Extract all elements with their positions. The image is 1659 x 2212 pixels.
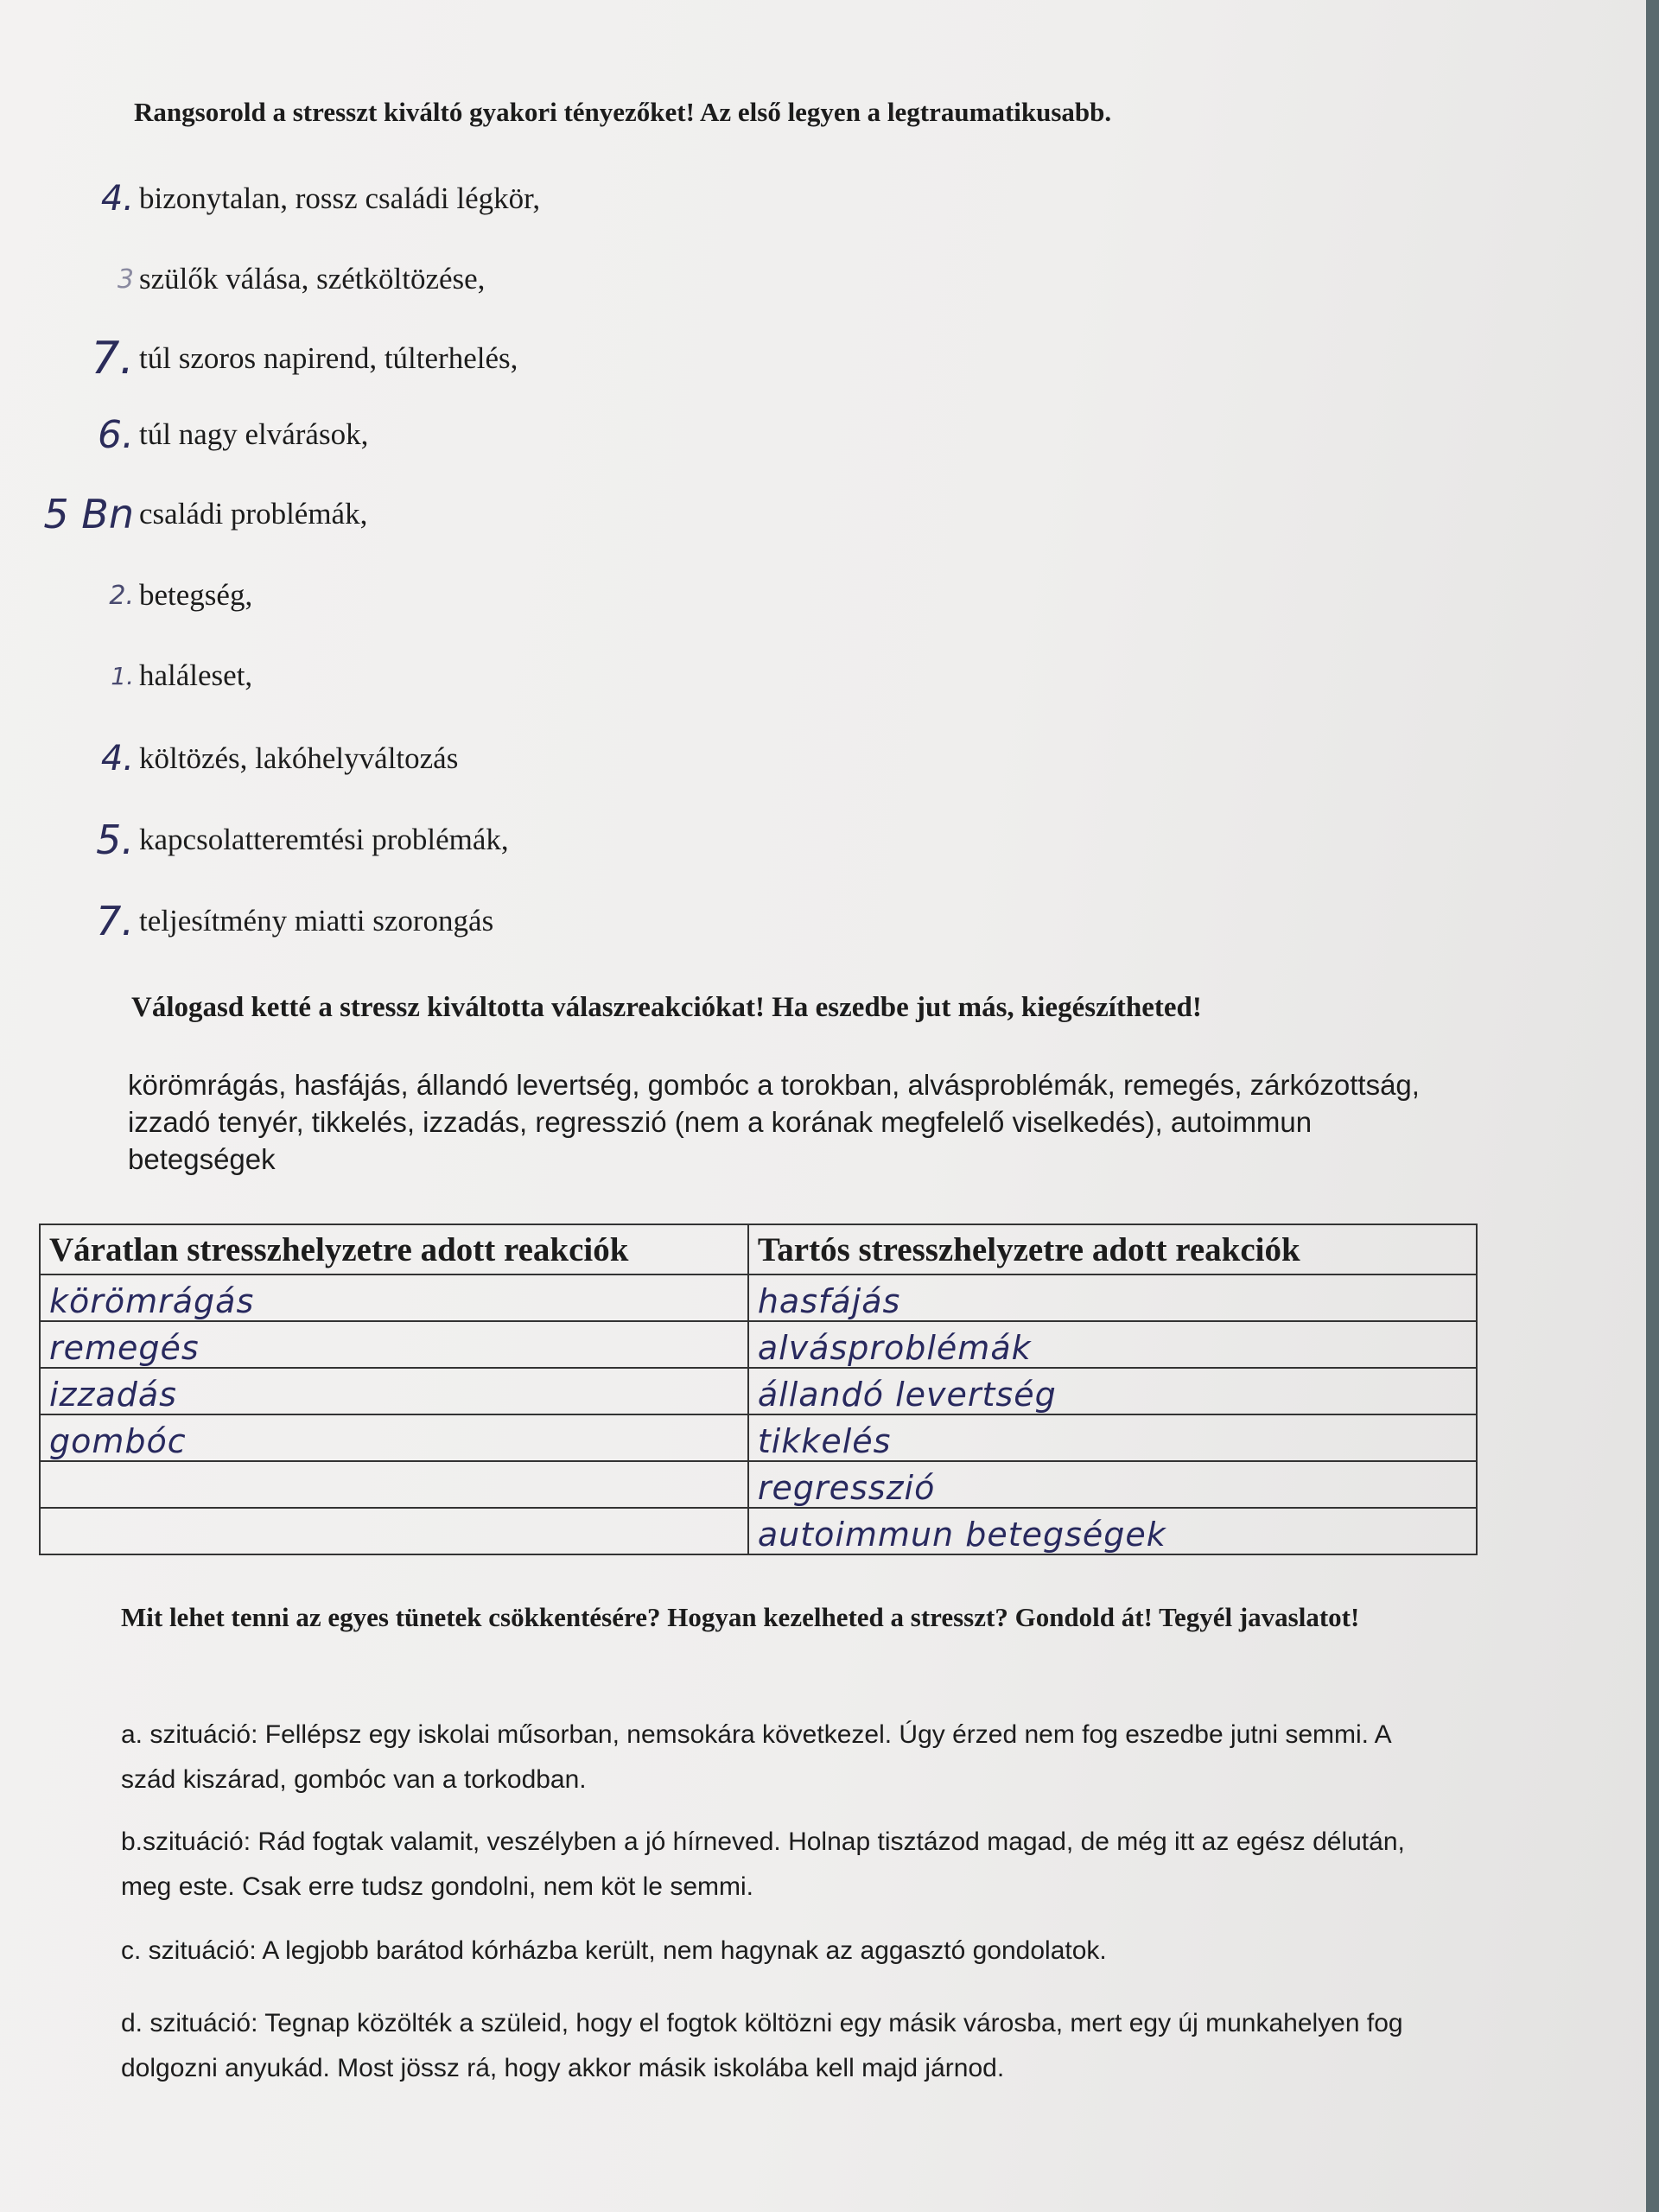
handwritten-rank: 2. — [109, 580, 134, 611]
handwritten-rank: 5. — [96, 817, 134, 863]
handwritten-rank: 1. — [111, 661, 134, 690]
table-cell: tikkelés — [748, 1414, 1477, 1461]
handwritten-rank: 7. — [91, 333, 134, 385]
list-item-text: túl szoros napirend, túlterhelés, — [139, 341, 518, 375]
list-item — [52, 895, 493, 947]
list-item — [52, 253, 485, 305]
reaction-list-paragraph: körömrágás, hasfájás, állandó levertség, gombóc a torokban, alvásproblémák, remegés, zárkózottság, izzadó tenyér, tikkelés, izzadás, regresszió (nem a korának megfelelő viselkedés), autoimmun betegségek — [128, 1069, 1420, 1175]
table-cell: alvásproblémák — [748, 1321, 1477, 1368]
table-cell — [40, 1508, 748, 1554]
list-item-text: költözés, lakóhelyváltozás — [139, 741, 459, 775]
column-header-unexpected: Váratlan stresszhelyzetre adott reakciók — [40, 1224, 748, 1274]
table-cell: izzadás — [40, 1368, 748, 1414]
table-row — [40, 1414, 1477, 1461]
heading-sorting: Válogasd ketté a stressz kiváltotta válaszreakciókat! Ha eszedbe jut más, kiegészítheted! — [131, 992, 1202, 1023]
list-item — [52, 650, 252, 702]
list-item — [0, 488, 367, 540]
handwritten-rank: 6. — [98, 412, 134, 457]
situation-c: c. szituáció: A legjobb barátod kórházba került, nem hagynak az aggasztó gondolatok. — [121, 1936, 1107, 1965]
handwritten-rank: 3 — [117, 264, 134, 295]
list-item-text: kapcsolatteremtési problémák, — [139, 823, 509, 856]
table-cell: állandó levertség — [748, 1368, 1477, 1414]
table-header-row — [40, 1224, 1477, 1274]
list-item — [52, 814, 509, 866]
list-item — [52, 409, 368, 461]
reaction-table — [39, 1224, 1478, 1555]
table-row — [40, 1461, 1477, 1508]
table-cell: regresszió — [748, 1461, 1477, 1508]
list-item — [52, 733, 458, 785]
table-cell: hasfájás — [748, 1274, 1477, 1321]
situation-a: a. szituáció: Fellépsz egy iskolai műsorban, nemsokára következel. Úgy érzed nem fog eszedbe jutni semmi. A szád kiszárad, gombóc van a torkodban. — [121, 1720, 1391, 1794]
table-cell: körömrágás — [40, 1274, 748, 1321]
question-heading: Mit lehet tenni az egyes tünetek csökkentésére? Hogyan kezelheted a stresszt? Gondold át! Tegyél javaslatot! — [121, 1602, 1360, 1632]
list-item-text: szülők válása, szétköltözése, — [139, 262, 486, 296]
heading-ranking: Rangsorold a stresszt kiváltó gyakori tényezőket! Az első legyen a legtraumatikusabb. — [134, 97, 1112, 127]
handwritten-rank: 5 Bn — [43, 491, 134, 537]
list-item-text: túl nagy elvárások, — [139, 417, 369, 451]
list-item-text: betegség, — [139, 578, 253, 612]
handwritten-rank: 4. — [100, 739, 134, 779]
list-item-text: haláleset, — [139, 658, 253, 692]
table-row — [40, 1368, 1477, 1414]
list-item-text: bizonytalan, rossz családi légkör, — [139, 181, 541, 215]
column-header-prolonged: Tartós stresszhelyzetre adott reakciók — [748, 1224, 1477, 1274]
table-row — [40, 1321, 1477, 1368]
list-item — [52, 333, 518, 385]
list-item — [52, 173, 540, 225]
table-cell: gombóc — [40, 1414, 748, 1461]
handwritten-rank: 7. — [96, 898, 134, 944]
situation-d: d. szituáció: Tegnap közölték a szüleid, hogy el fogtok költözni egy másik városba, mert egy új munkahelyen fog dolgozni anyukád. Most jössz rá, hogy akkor másik iskolába kell majd járnod. — [121, 2009, 1403, 2082]
handwritten-rank: 4. — [100, 179, 134, 219]
table-row — [40, 1508, 1477, 1554]
situation-b: b.szituáció: Rád fogtak valamit, veszélyben a jó hírneved. Holnap tisztázod magad, de még itt az egész délután, meg este. Csak erre tudsz gondolni, nem köt le semmi. — [121, 1827, 1405, 1901]
table-cell — [40, 1461, 748, 1508]
list-item-text: családi problémák, — [139, 497, 368, 531]
table-cell: remegés — [40, 1321, 748, 1368]
table-row — [40, 1274, 1477, 1321]
background-edge — [1646, 0, 1659, 2212]
table-cell: autoimmun betegségek — [748, 1508, 1477, 1554]
list-item — [52, 569, 252, 621]
list-item-text: teljesítmény miatti szorongás — [139, 904, 494, 938]
